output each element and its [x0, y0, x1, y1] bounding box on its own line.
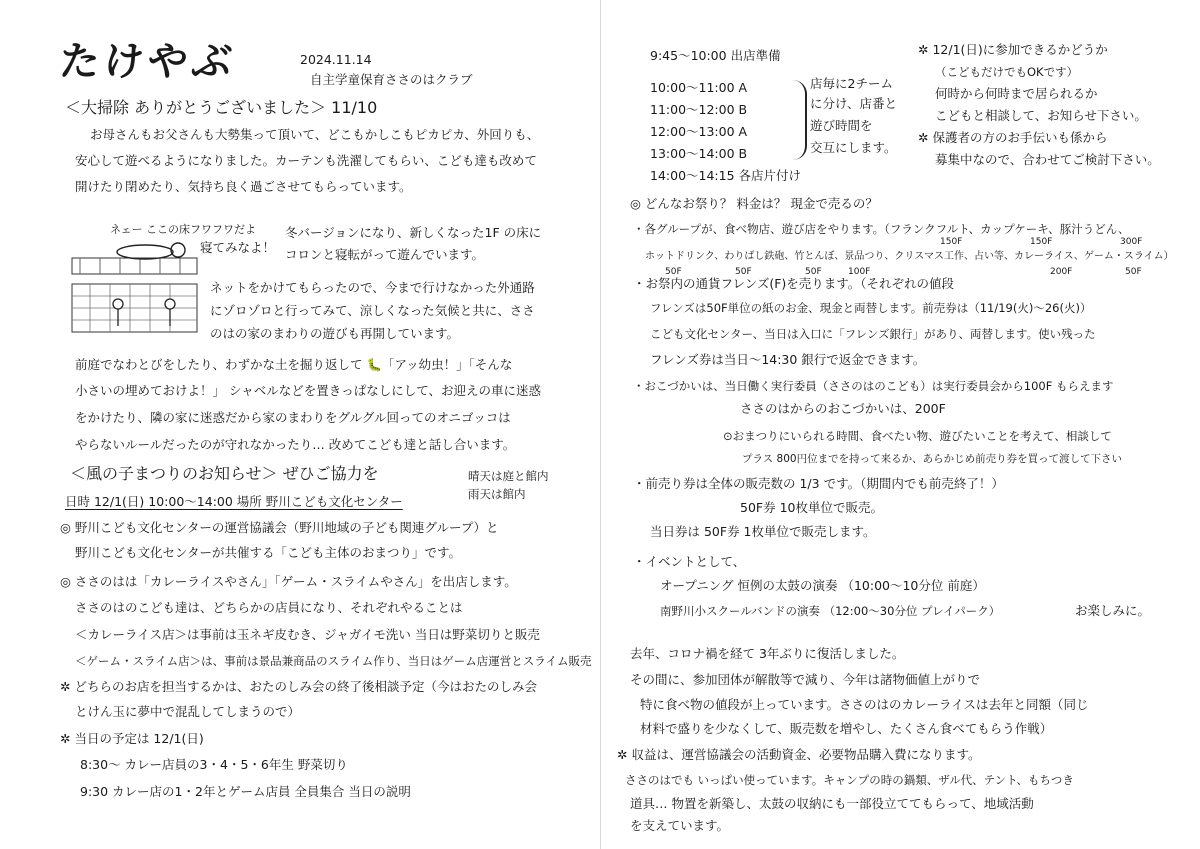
participation-line: こどもと相談して、お知らせ下さい。	[935, 108, 1147, 123]
allowance-line: ⊙おまつりにいられる時間、食べたい物、遊びたいことを考えて、相談して	[723, 429, 1112, 443]
closing-line: を支えています。	[630, 818, 730, 833]
price-label: 50F	[805, 267, 822, 277]
net-illustration	[70, 282, 200, 337]
schedule-slot: 11:00〜12:00 B	[650, 102, 748, 117]
festival-line: ✲ 当日の予定は 12/1(日)	[60, 731, 204, 746]
participation-line: ✲ 保護者の方のお手伝いも係から	[918, 130, 1108, 145]
lying-child	[117, 245, 173, 259]
closing-line: ✲ 収益は、運営協議会の活動資金、必要物品購入費になります。	[617, 747, 981, 762]
currency-line: こども文化センター、当日は入口に「フレンズ銀行」があり、両替します。使い残った	[650, 327, 1096, 341]
presale-line: 当日券は 50F券 1枚単位で販売します。	[650, 524, 876, 539]
prep-time: 9:45〜10:00 出店準備	[650, 48, 781, 63]
festival-line: 9:30 カレー店の1・2年とゲーム店員 全員集合 当日の説明	[80, 784, 411, 799]
masthead-title: たけやぶ	[57, 38, 239, 85]
child-head	[171, 243, 185, 257]
event-line: お楽しみに。	[1075, 603, 1151, 618]
price-label: 150F	[940, 237, 963, 247]
child-figure	[113, 299, 123, 309]
currency-line: フレンズ券は当日〜14:30 銀行で返金できます。	[650, 352, 926, 367]
illustration-caption: ネェー ここの床フワフワだよ	[110, 223, 257, 236]
festival-line: ＜カレーライス店＞は事前は玉ネギ皮むき、ジャガイモ洗い 当日は野菜切りと販売	[75, 627, 540, 642]
cleanup-line: お母さんもお父さんも大勢集って頂いて、どこもかしこもピカピカ、外回りも、	[90, 127, 540, 142]
allowance-line: プラス 800円位までを持って来るか、あらかじめ前売り券を買って渡して下さい	[742, 453, 1123, 465]
faq-heading: ◎ どんなお祭り？ 料金は？ 現金で売るの？	[630, 196, 878, 211]
price-label: 100F	[848, 267, 871, 277]
price-label: 300F	[1120, 237, 1143, 247]
faq-groups: ・各グループが、食べ物店、遊び店をやります。（フランクフルト、カップケーキ、豚汁うどん、	[633, 222, 1130, 236]
festival-line: ◎ ささのはは「カレーライスやさん」「ゲーム・スライムやさん」を出店します。	[60, 574, 517, 589]
net-line: のはの家のまわりの遊びも再開しています。	[210, 326, 460, 341]
allowance-line: ささのはからのおこづかいは、200F	[740, 401, 946, 416]
closing-line: 道具… 物置を新築し、太鼓の収納にも一部役立ててもらって、地域活動	[630, 796, 1034, 811]
garden-line: 前庭でなわとびをしたり、わずかな土を掘り返して 🐛「アッ幼虫！」「そんな	[75, 357, 513, 372]
festival-line: ＜ゲーム・スライム店＞は、事前は景品兼商品のスライム作り、当日はゲーム店運営とスライム販売	[75, 654, 592, 668]
faq-groups: ホットドリンク、わりばし鉄砲、竹とんぼ、景品つり、クリスマス工作、占い等、カレーライス、ゲーム・スライム）	[645, 251, 1174, 262]
closing-line: 材料で盛りを少なくして、販売数を増やし、たくさん食べてもらう作戦）	[640, 721, 1053, 736]
presale-line: 50F券 10枚単位で販売。	[740, 500, 883, 515]
event-line: オープニング 恒例の太鼓の演奏 （10:00〜10分位 前庭）	[660, 578, 985, 593]
illustration-caption: 寝てみなよ！	[200, 240, 276, 255]
cleanup-line: コロンと寝転がって遊んでいます。	[285, 247, 485, 262]
price-label: 200F	[1050, 267, 1073, 277]
schedule-slot: 12:00〜13:00 A	[650, 124, 748, 139]
cleanup-line: 安心して遊べるようになりました。カーテンも洗濯してもらい、こども達も改めて	[75, 153, 537, 168]
net-line: ネットをかけてもらったので、今まで行けなかった外通路	[210, 280, 535, 295]
event-line: 南野川小スクールバンドの演奏 （12:00〜30分位 プレイパーク）	[660, 604, 1001, 618]
net-line: にゾロゾロと行ってみて、涼しくなった気候と共に、ささ	[210, 303, 535, 318]
closing-line: その間に、参加団体が解散等で減り、今年は諸物価値上がりで	[630, 672, 981, 687]
price-label: 50F	[1125, 267, 1142, 277]
festival-line: ✲ どちらのお店を担当するかは、おたのしみ会の終了後相談予定（今はおたのしみ会	[60, 679, 537, 694]
schedule-note: 店毎に2チーム	[810, 76, 893, 91]
garden-line: やらないルールだったのが守れなかったり… 改めてこども達と話し合います。	[75, 437, 516, 452]
participation-line: 募集中なので、合わせてご検討下さい。	[935, 152, 1160, 167]
festival-line: ささのはのこども達は、どちらかの店員になり、それぞれやることは	[75, 600, 463, 615]
page-fold-divider	[600, 0, 601, 849]
participation-line: （こどもだけでもOKです）	[935, 65, 1079, 79]
floor-mat	[72, 258, 197, 274]
participation-line: 何時から何時まで居られるか	[935, 86, 1098, 101]
closing-line: 特に食べ物の値段が上っています。ささのはのカレーライスは去年と同額（同じ	[640, 697, 1089, 712]
garden-line: をかけたり、隣の家に迷惑だから家のまわりをグルグル回ってのオニゴッコは	[75, 410, 511, 425]
participation-line: ✲ 12/1(日)に参加できるかどうか	[918, 42, 1108, 57]
schedule-slot: 13:00〜14:00 B	[650, 146, 748, 161]
currency-line: ・お祭内の通貨フレンズ(F)を売ります。（それぞれの値段	[633, 276, 955, 291]
schedule-note: 遊び時間を	[810, 118, 873, 133]
cleanup-line: 冬バージョンになり、新しくなった1F の床に	[285, 225, 542, 240]
schedule-brace	[793, 80, 807, 160]
cleanup-line: 開けたり閉めたり、気持ち良く過ごさせてもらっています。	[75, 179, 412, 194]
schedule-slot: 14:00〜14:15 各店片付け	[650, 168, 802, 183]
org-name: 自主学童保育ささのはクラブ	[310, 72, 473, 87]
schedule-note: 交互にします。	[810, 140, 897, 155]
garden-line: 小さいの埋めておけよ！」 シャベルなどを置きっぱなしにして、お迎えの車に迷惑	[75, 383, 541, 398]
cleanup-title: ＜大掃除 ありがとうございました＞ 11/10	[65, 98, 378, 117]
event-line: ・イベントとして、	[633, 554, 746, 569]
issue-date: 2024.11.14	[300, 52, 372, 67]
festival-datetime: 日時 12/1(日) 10:00〜14:00 場所 野川こども文化センター	[65, 494, 403, 509]
currency-line: フレンズは50F単位の紙のお金、現金と両替します。前売券は（11/19(火)〜26(火)）	[650, 301, 1092, 315]
festival-line: 野川こども文化センターが共催する「こども主体のおまつり」です。	[75, 545, 462, 560]
weather-note: 雨天は館内	[468, 487, 526, 501]
festival-line: とけん玉に夢中で混乱してしまうので）	[75, 704, 301, 719]
price-label: 50F	[665, 267, 682, 277]
festival-line: 8:30〜 カレー店員の3・4・5・6年生 野菜切り	[80, 757, 348, 772]
schedule-slot: 10:00〜11:00 A	[650, 80, 748, 95]
price-label: 50F	[735, 267, 752, 277]
festival-line: ◎ 野川こども文化センターの運営協議会（野川地域の子ども関連グループ）と	[60, 520, 499, 535]
floor-illustration	[70, 232, 200, 277]
allowance-line: ・おこづかいは、当日働く実行委員（ささのはのこども）は実行委員会から100F もらえます	[633, 379, 1114, 393]
schedule-note: に分け、店番と	[810, 96, 898, 111]
weather-note: 晴天は庭と館内	[468, 469, 549, 483]
festival-title: ＜風の子まつりのお知らせ＞ ぜひご協力を	[70, 464, 379, 483]
presale-line: ・前売り券は全体の販売数の 1/3 です。（期間内でも前売終了！）	[633, 476, 1004, 491]
child-figure	[165, 299, 175, 309]
closing-line: ささのはでも いっぱい使っています。キャンプの時の鍋類、ザル代、テント、もちつき	[625, 773, 1074, 787]
closing-line: 去年、コロナ禍を経て 3年ぶりに復活しました。	[630, 646, 905, 661]
price-label: 150F	[1030, 237, 1053, 247]
